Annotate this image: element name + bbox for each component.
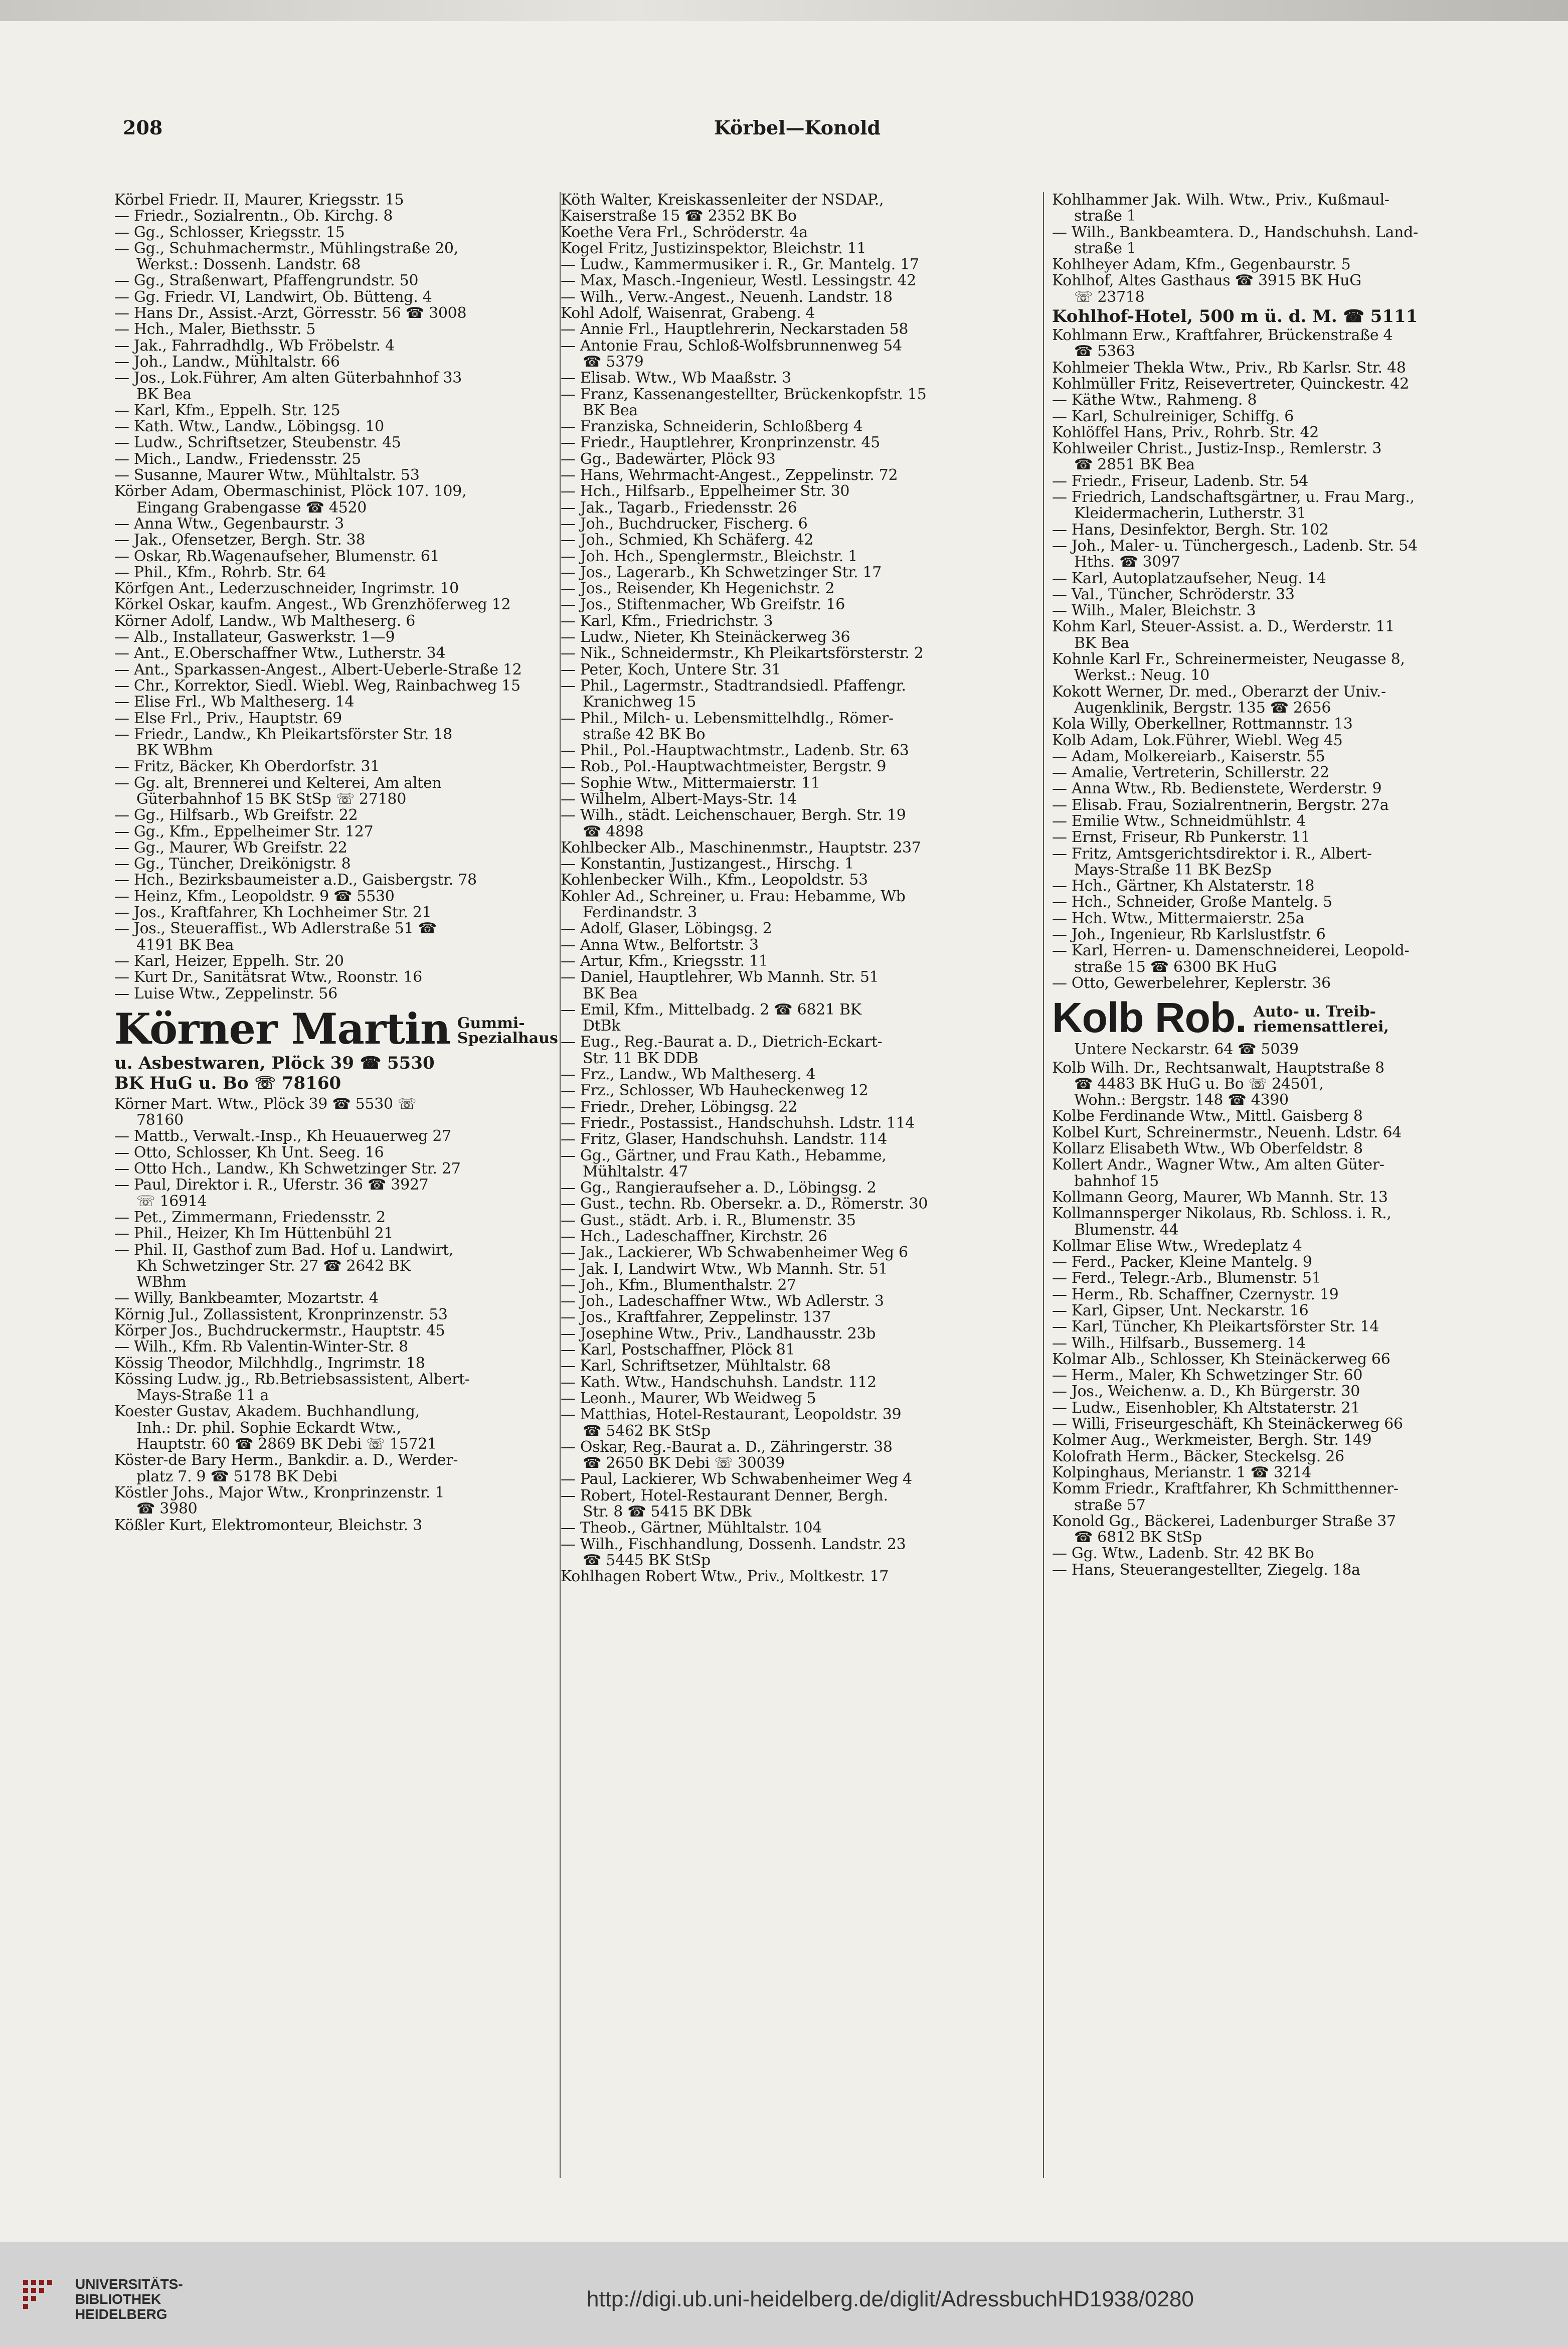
directory-entry: — Mich., Landw., Friedensstr. 25: [114, 451, 361, 468]
directory-entry: — Hans, Desinfektor, Bergh. Str. 102: [1052, 522, 1329, 538]
directory-entry: Kaiserstraße 15 ☎ 2352 BK Bo: [561, 208, 797, 225]
directory-entry: — Fritz, Amtsgerichtsdirektor i. R., Albert-: [1052, 846, 1372, 862]
directory-entry: — Jak., Fahrradhdlg., Wb Fröbelstr. 4: [114, 338, 395, 354]
directory-entry: — Joh., Buchdrucker, Fischerg. 6: [561, 516, 808, 533]
directory-entry: — Friedr., Landw., Kh Pleikartsförster Str. 18: [114, 726, 452, 743]
directory-entry: straße 1: [1074, 208, 1136, 225]
directory-entry: — Gg., Schlosser, Kriegsstr. 15: [114, 224, 345, 241]
directory-entry: — Max, Masch.-Ingenieur, Westl. Lessingstr. 42: [561, 273, 916, 289]
directory-entry: Kohlmüller Fritz, Reisevertreter, Quinckestr. 42: [1052, 376, 1409, 393]
directory-entry: — Hans Dr., Assist.-Arzt, Görresstr. 56 ☎ 3008: [114, 305, 467, 322]
directory-entry: — Gust., techn. Rb. Obersekr. a. D., Römerstr. 30: [561, 1196, 928, 1213]
directory-entry: Hths. ☎ 3097: [1074, 554, 1180, 571]
directory-entry: — Anna Wtw., Belfortstr. 3: [561, 937, 759, 953]
directory-entry: Kohnle Karl Fr., Schreinermeister, Neugasse 8,: [1052, 651, 1405, 668]
directory-entry: bahnhof 15: [1074, 1173, 1159, 1190]
directory-entry: — Joh., Kfm., Blumenthalstr. 27: [561, 1277, 796, 1294]
directory-entry: — Franziska, Schneiderin, Schloßberg 4: [561, 419, 863, 435]
directory-entry: — Hans, Steuerangestellter, Ziegelg. 18a: [1052, 1562, 1360, 1579]
directory-entry: — Herm., Maler, Kh Schwetzinger Str. 60: [1052, 1368, 1363, 1384]
directory-entry: WBhm: [136, 1274, 187, 1291]
directory-entry: — Else Frl., Priv., Hauptstr. 69: [114, 710, 342, 727]
directory-entry: Kollarz Elisabeth Wtw., Wb Oberfeldstr. 8: [1052, 1141, 1363, 1157]
directory-entry: Konold Gg., Bäckerei, Ladenburger Straße 37: [1052, 1513, 1396, 1530]
directory-entry: — Ant., Sparkassen-Angest., Albert-Ueberle-Straße 12: [114, 661, 522, 678]
directory-entry: BK Bea: [583, 985, 638, 1002]
directory-entry: — Hch., Maler, Biethsstr. 5: [114, 321, 316, 338]
directory-entry: — Paul, Direktor i. R., Uferstr. 36 ☎ 3927: [114, 1177, 429, 1194]
directory-entry: — Anna Wtw., Rb. Bedienstete, Werderstr. 9: [1052, 781, 1382, 797]
directory-entry: — Oskar, Rb.Wagenaufseher, Blumenstr. 61: [114, 548, 440, 565]
directory-entry: BK WBhm: [136, 743, 213, 759]
directory-entry: — Karl, Schriftsetzer, Mühltalstr. 68: [561, 1358, 831, 1375]
directory-entry: — Karl, Postschaffner, Plöck 81: [561, 1342, 795, 1359]
directory-entry: Kolmer Aug., Werkmeister, Bergh. Str. 149: [1052, 1432, 1372, 1449]
directory-entry: Kolbel Kurt, Schreinermstr., Neuenh. Ldstr. 64: [1052, 1124, 1402, 1141]
column-3: [1052, 192, 1503, 2188]
directory-entry: Kohler Ad., Schreiner, u. Frau: Hebamme, Wb: [561, 888, 906, 905]
directory-entry: ☏ 16914: [136, 1193, 207, 1210]
entry-list: [1052, 1060, 1503, 1579]
directory-entry: — Otto Hch., Landw., Kh Schwetzinger Str. 27: [114, 1161, 461, 1178]
column-rule: [1043, 192, 1044, 2178]
directory-entry: — Jak. I, Landwirt Wtw., Wb Mannh. Str. 51: [561, 1261, 888, 1277]
directory-entry: DtBk: [583, 1018, 621, 1035]
directory-entry: — Franz, Kassenangestellter, Brückenkopfstr. 15: [561, 386, 927, 403]
directory-entry: Kollmar Elise Wtw., Wredeplatz 4: [1052, 1238, 1302, 1255]
directory-entry: — Wilh., Kfm. Rb Valentin-Winter-Str. 8: [114, 1339, 408, 1356]
directory-entry: ☎ 5363: [1074, 344, 1135, 360]
university-library-logo-icon: [20, 2277, 63, 2320]
directory-entry: — Hans, Wehrmacht-Angest., Zeppelinstr. 72: [561, 467, 898, 484]
directory-entry: — Käthe Wtw., Rahmeng. 8: [1052, 392, 1257, 409]
column-2: [561, 192, 1037, 2188]
directory-entry: Kohlöffel Hans, Priv., Rohrb. Str. 42: [1052, 424, 1319, 441]
directory-entry: — Jak., Ofensetzer, Bergh. Str. 38: [114, 532, 366, 549]
directory-entry: — Ludw., Kammermusiker i. R., Gr. Mantelg. 17: [561, 257, 919, 273]
directory-entry: — Wilh., Fischhandlung, Dossenh. Landstr. 23: [561, 1536, 906, 1553]
directory-entry: straße 57: [1074, 1497, 1146, 1514]
directory-entry: — Ernst, Friseur, Rb Punkerstr. 11: [1052, 829, 1310, 846]
directory-entry: — Susanne, Maurer Wtw., Mühltalstr. 53: [114, 467, 420, 484]
directory-entry: — Elise Frl., Wb Maltheserg. 14: [114, 694, 355, 711]
directory-entry: — Hch., Ladeschaffner, Kirchstr. 26: [561, 1229, 827, 1245]
directory-entry: — Ferd., Packer, Kleine Mantelg. 9: [1052, 1254, 1312, 1271]
entry-list: [1052, 327, 1503, 991]
directory-entry: — Joh., Ladeschaffner Wtw., Wb Adlerstr. 3: [561, 1293, 884, 1310]
directory-entry: Körber Adam, Obermaschinist, Plöck 107. 109,: [114, 483, 467, 500]
directory-entry: — Mattb., Verwalt.-Insp., Kh Heuauerweg 27: [114, 1128, 451, 1145]
directory-entry: — Jos., Lagerarb., Kh Schwetzinger Str. 17: [561, 564, 882, 581]
directory-entry: — Phil., Lagermstr., Stadtrandsiedl. Pfaffengr.: [561, 678, 906, 695]
directory-entry: — Nik., Schneidermstr., Kh Pleikartsförsterstr. 2: [561, 645, 924, 662]
directory-entry: — Gg. Friedr. VI, Landwirt, Ob. Bütteng. 4: [114, 289, 432, 306]
directory-entry: Kohlmeier Thekla Wtw., Priv., Rb Karlsr. Str. 48: [1052, 360, 1406, 376]
directory-entry: — Leonh., Maurer, Wb Weidweg 5: [561, 1390, 816, 1407]
directory-entry: Komm Friedr., Kraftfahrer, Kh Schmitthenner-: [1052, 1481, 1399, 1497]
directory-entry: — Friedr., Dreher, Löbingsg. 22: [561, 1099, 798, 1115]
directory-entry: — Artur, Kfm., Kriegsstr. 11: [561, 953, 768, 970]
library-footer: [0, 2242, 1568, 2347]
directory-entry: ☎ 2851 BK Bea: [1074, 457, 1195, 473]
directory-entry: BK Bea: [583, 402, 638, 419]
entry-list: [114, 1096, 571, 1534]
directory-entry: Kohlheyer Adam, Kfm., Gegenbaurstr. 5: [1052, 257, 1351, 273]
page-number: 208: [123, 116, 163, 139]
directory-entry: Kokott Werner, Dr. med., Oberarzt der Univ.-: [1052, 684, 1386, 700]
directory-entry: Kohl Adolf, Waisenrat, Grabeng. 4: [561, 305, 815, 322]
directory-entry: Kohlhof, Altes Gasthaus ☎ 3915 BK HuG: [1052, 273, 1361, 289]
library-name: [75, 2277, 183, 2322]
directory-entry: Kh Schwetzinger Str. 27 ☎ 2642 BK: [136, 1258, 411, 1275]
directory-entry: 4191 BK Bea: [136, 937, 234, 953]
directory-entry: — Gg., Kfm., Eppelheimer Str. 127: [114, 823, 374, 840]
directory-entry: ☏ 23718: [1074, 289, 1145, 306]
directory-entry: BK Bea: [1074, 635, 1129, 652]
directory-entry: Werkst.: Neug. 10: [1074, 667, 1209, 684]
directory-entry: — Gg., Schuhmachermstr., Mühlingstraße 20,: [114, 240, 458, 257]
directory-entry: — Wilh., städt. Leichenschauer, Bergh. Str. 19: [561, 807, 906, 824]
source-url-link[interactable]: http://digi.ub.uni-heidelberg.de/diglit/AdressbuchHD1938/0280: [587, 2287, 1194, 2311]
column-1: [114, 192, 571, 2188]
ad-address: u. Asbestwaren, Plöck 39 ☎ 5530: [114, 1053, 435, 1073]
directory-entry: — Phil. II, Gasthof zum Bad. Hof u. Landwirt,: [114, 1242, 454, 1258]
directory-entry: — Hch., Bezirksbaumeister a.D., Gaisbergstr. 78: [114, 872, 477, 889]
directory-entry: Kranichweg 15: [583, 694, 696, 711]
directory-entry: Koethe Vera Frl., Schröderstr. 4a: [561, 224, 808, 241]
directory-entry: Eingang Grabengasse ☎ 4520: [136, 499, 367, 516]
directory-entry: — Karl, Kfm., Eppelh. Str. 125: [114, 402, 340, 419]
library-name-line: UNIVERSITÄTS-: [75, 2276, 183, 2292]
directory-entry: — Joh., Schmied, Kh Schäferg. 42: [561, 532, 814, 549]
directory-entry: — Karl, Gipser, Unt. Neckarstr. 16: [1052, 1303, 1309, 1319]
directory-entry: Kohm Karl, Steuer-Assist. a. D., Werderstr. 11: [1052, 619, 1395, 635]
entry-list: [1052, 192, 1503, 305]
directory-entry: Mays-Straße 11 BK BezSp: [1074, 862, 1272, 879]
directory-entry: — Pet., Zimmermann, Friedensstr. 2: [114, 1209, 386, 1226]
directory-entry: — Joh., Maler- u. Tünchergesch., Ladenb. Str. 54: [1052, 538, 1418, 555]
directory-entry: Körkel Oskar, kaufm. Angest., Wb Grenzhöferweg 12: [114, 597, 511, 613]
directory-entry: — Theob., Gärtner, Mühltalstr. 104: [561, 1520, 822, 1537]
directory-entry: — Sophie Wtw., Mittermaierstr. 11: [561, 775, 820, 791]
directory-entry: — Karl, Kfm., Friedrichstr. 3: [561, 613, 773, 630]
directory-entry: — Wilh., Bankbeamtera. D., Handschuhsh. Land-: [1052, 224, 1418, 241]
directory-entry: Köster-de Bary Herm., Bankdir. a. D., Werder-: [114, 1452, 458, 1469]
directory-entry: — Friedr., Hauptlehrer, Kronprinzenstr. 45: [561, 435, 881, 451]
directory-entry: — Ludw., Schriftsetzer, Steubenstr. 45: [114, 435, 401, 451]
directory-entry: — Antonie Frau, Schloß-Wolfsbrunnenweg 54: [561, 338, 902, 354]
directory-entry: Köstler Johs., Major Wtw., Kronprinzenstr. 1: [114, 1484, 445, 1501]
directory-entry: Kolofrath Herm., Bäcker, Steckelsg. 26: [1052, 1448, 1344, 1465]
directory-entry: — Jos., Steueraffist., Wb Adlerstraße 51 ☎: [114, 921, 437, 937]
directory-entry: — Jos., Lok.Führer, Am alten Güterbahnhof 33: [114, 370, 462, 387]
directory-entry: — Gg., Maurer, Wb Greifstr. 22: [114, 840, 347, 857]
ad-tagline: riemensattlerei,: [1253, 1018, 1389, 1036]
directory-entry: Güterbahnhof 15 BK StSp ☏ 27180: [136, 791, 406, 808]
kohlhof-hotel-entry: Kohlhof-Hotel, 500 m ü. d. M. ☎ 5111: [1052, 306, 1418, 327]
directory-entry: — Matthias, Hotel-Restaurant, Leopoldstr. 39: [561, 1407, 902, 1423]
library-name-line: BIBLIOTHEK: [75, 2291, 161, 2307]
directory-entry: Kleidermacherin, Lutherstr. 31: [1074, 506, 1306, 522]
directory-entry: — Phil., Heizer, Kh Im Hüttenbühl 21: [114, 1226, 394, 1242]
directory-entry: — Amalie, Vertreterin, Schillerstr. 22: [1052, 765, 1329, 781]
directory-entry: — Gg., Hilfsarb., Wb Greifstr. 22: [114, 807, 358, 824]
directory-entry: — Wilhelm, Albert-Mays-Str. 14: [561, 791, 797, 808]
directory-entry: — Wilh., Verw.-Angest., Neuenh. Landstr. 18: [561, 289, 893, 306]
directory-entry: — Gust., städt. Arb. i. R., Blumenstr. 35: [561, 1212, 856, 1229]
directory-entry: — Chr., Korrektor, Siedl. Wiebl. Weg, Rainbachweg 15: [114, 678, 520, 695]
directory-entry: — Paul, Lackierer, Wb Schwabenheimer Weg 4: [561, 1471, 912, 1488]
directory-entry: — Oskar, Reg.-Baurat a. D., Zähringerstr. 38: [561, 1439, 893, 1456]
directory-entry: ☎ 6812 BK StSp: [1074, 1530, 1202, 1546]
directory-entry: — Gg., Rangieraufseher a. D., Löbingsg. 2: [561, 1180, 877, 1197]
directory-entry: Kohlweiler Christ., Justiz-Insp., Remlerstr. 3: [1052, 441, 1382, 457]
directory-entry: Kössig Theodor, Milchhdlg., Ingrimstr. 18: [114, 1355, 425, 1372]
directory-entry: Körner Mart. Wtw., Plöck 39 ☎ 5530 ☏: [114, 1096, 417, 1113]
directory-entry: — Elisab. Wtw., Wb Maaßstr. 3: [561, 370, 791, 387]
directory-entry: — Adolf, Glaser, Löbingsg. 2: [561, 921, 772, 937]
directory-entry: Wohn.: Bergstr. 148 ☎ 4390: [1074, 1092, 1289, 1109]
directory-entry: — Karl, Schulreiniger, Schiffg. 6: [1052, 408, 1294, 425]
directory-entry: ☎ 5462 BK StSp: [583, 1423, 711, 1439]
directory-entry: — Kath. Wtw., Landw., Löbingsg. 10: [114, 419, 384, 435]
directory-entry: — Jos., Reisender, Kh Hegenichstr. 2: [561, 581, 835, 597]
directory-entry: — Kurt Dr., Sanitätsrat Wtw., Roonstr. 16: [114, 969, 422, 986]
directory-entry: ☎ 2650 BK Debi ☏ 30039: [583, 1455, 785, 1472]
directory-entry: — Ludw., Eisenhobler, Kh Altstaterstr. 21: [1052, 1400, 1360, 1417]
ad-kolb-rob: [1052, 993, 1503, 1058]
directory-entry: Kolb Adam, Lok.Führer, Wiebl. Weg 45: [1052, 732, 1343, 749]
directory-entry: ☎ 4898: [583, 823, 644, 840]
directory-entry: ☎ 4483 BK HuG u. Bo ☏ 24501,: [1074, 1076, 1324, 1093]
directory-entry: Kohlmann Erw., Kraftfahrer, Brückenstraße 4: [1052, 327, 1393, 344]
directory-entry: — Kath. Wtw., Handschuhsh. Landstr. 112: [561, 1374, 877, 1391]
directory-entry: Werkst.: Dossenh. Landstr. 68: [136, 257, 361, 273]
directory-entry: — Wilh., Hilfsarb., Bussemerg. 14: [1052, 1335, 1306, 1352]
directory-entry: — Jak., Tagarb., Friedensstr. 26: [561, 499, 797, 516]
directory-entry: Köth Walter, Kreiskassenleiter der NSDAP.,: [561, 192, 884, 209]
entry-list: [114, 192, 571, 1002]
directory-entry: Kössing Ludw. jg., Rb.Betriebsassistent, Albert-: [114, 1371, 470, 1388]
directory-entry: — Joh., Landw., Mühltalstr. 66: [114, 354, 340, 371]
directory-entry: — Frz., Landw., Wb Maltheserg. 4: [561, 1067, 816, 1083]
directory-entry: Ferdinandstr. 3: [583, 905, 697, 921]
directory-entry: — Hch. Wtw., Mittermaierstr. 25a: [1052, 910, 1305, 927]
directory-entry: — Alb., Installateur, Gaswerkstr. 1—9: [114, 629, 395, 646]
directory-entry: — Herm., Rb. Schaffner, Czernystr. 19: [1052, 1286, 1339, 1303]
directory-entry: 78160: [136, 1112, 184, 1129]
directory-entry: — Jos., Kraftfahrer, Kh Lochheimer Str. 21: [114, 905, 432, 921]
directory-entry: Körner Adolf, Landw., Wb Maltheserg. 6: [114, 613, 416, 630]
directory-entry: — Heinz, Kfm., Leopoldstr. 9 ☎ 5530: [114, 888, 395, 905]
directory-entry: — Josephine Wtw., Priv., Landhausstr. 23b: [561, 1325, 876, 1343]
directory-entry: Inh.: Dr. phil. Sophie Eckardt Wtw.,: [136, 1420, 401, 1437]
directory-entry: — Friedrich, Landschaftsgärtner, u. Frau Marg.,: [1052, 489, 1415, 506]
directory-entry: ☎ 3980: [136, 1501, 198, 1518]
directory-entry: — Friedr., Postassist., Handschuhsh. Ldstr. 114: [561, 1115, 915, 1132]
library-name-line: HEIDELBERG: [75, 2306, 167, 2322]
page-header: [123, 116, 1472, 146]
directory-entry: — Gg., Tüncher, Dreikönigstr. 8: [114, 856, 351, 873]
ad-name: Körner Martin: [114, 1004, 450, 1053]
directory-entry: — Robert, Hotel-Restaurant Denner, Bergh.: [561, 1487, 888, 1504]
directory-entry: platz 7. 9 ☎ 5178 BK Debi: [136, 1468, 337, 1485]
directory-entry: — Otto, Gewerbelehrer, Keplerstr. 36: [1052, 975, 1331, 992]
directory-entry: — Friedr., Sozialrentn., Ob. Kirchg. 8: [114, 208, 393, 225]
directory-entry: — Phil., Kfm., Rohrb. Str. 64: [114, 564, 326, 581]
directory-entry: Kollmann Georg, Maurer, Wb Mannh. Str. 13: [1052, 1189, 1388, 1206]
ad-contact: BK HuG u. Bo ☏ 78160: [114, 1073, 341, 1093]
directory-entry: Körper Jos., Buchdruckermstr., Hauptstr. 45: [114, 1323, 445, 1339]
directory-entry: — Daniel, Hauptlehrer, Wb Mannh. Str. 51: [561, 969, 879, 986]
directory-entry: — Jos., Stiftenmacher, Wb Greifstr. 16: [561, 597, 845, 613]
ad-address: Untere Neckarstr. 64 ☎ 5039: [1074, 1042, 1299, 1058]
ad-korner-martin: [114, 1005, 571, 1093]
directory-entry: — Rob., Pol.-Hauptwachtmeister, Bergstr. 9: [561, 759, 887, 775]
directory-entry: — Emilie Wtw., Schneidmühlstr. 4: [1052, 813, 1306, 830]
directory-entry: — Joh. Hch., Spenglermstr., Bleichstr. 1: [561, 548, 857, 565]
directory-entry: Kolmar Alb., Schlosser, Kh Steinäckerweg 66: [1052, 1351, 1390, 1368]
directory-entry: — Gg., Badewärter, Plöck 93: [561, 451, 776, 468]
directory-entry: BK Bea: [136, 386, 192, 403]
directory-entry: straße 42 BK Bo: [583, 726, 706, 743]
directory-entry: — Karl, Heizer, Eppelh. Str. 20: [114, 953, 344, 970]
directory-entry: — Friedr., Friseur, Ladenb. Str. 54: [1052, 473, 1308, 490]
directory-entry: Kolpinghaus, Merianstr. 1 ☎ 3214: [1052, 1464, 1312, 1481]
directory-entry: Kohlbecker Alb., Maschinenmstr., Hauptstr. 237: [561, 840, 921, 857]
directory-entry: Körbel Friedr. II, Maurer, Kriegsstr. 15: [114, 192, 404, 209]
directory-entry: Körnig Jul., Zollassistent, Kronprinzenstr. 53: [114, 1306, 448, 1323]
directory-entry: — Otto, Schlosser, Kh Unt. Seeg. 16: [114, 1144, 384, 1161]
entry-list: [561, 192, 1037, 1585]
directory-entry: — Fritz, Glaser, Handschuhsh. Landstr. 114: [561, 1131, 888, 1148]
directory-entry: — Karl, Autoplatzaufseher, Neug. 14: [1052, 570, 1326, 587]
ad-name: Kolb Rob.: [1052, 994, 1247, 1042]
directory-entry: Kolb Wilh. Dr., Rechtsanwalt, Hauptstraße 8: [1052, 1060, 1384, 1076]
directory-entry: — Adam, Molkereiarb., Kaiserstr. 55: [1052, 748, 1325, 765]
directory-entry: — Karl, Herren- u. Damenschneiderei, Leopold-: [1052, 943, 1410, 959]
directory-entry: — Val., Tüncher, Schröderstr. 33: [1052, 586, 1295, 603]
directory-entry: — Luise Wtw., Zeppelinstr. 56: [114, 985, 337, 1002]
directory-entry: — Konstantin, Justizangest., Hirschg. 1: [561, 856, 854, 873]
ad-tagline: Auto- u. Treib-: [1253, 1003, 1376, 1021]
running-head: Körbel—Konold: [714, 116, 881, 139]
directory-entry: Augenklinik, Bergstr. 135 ☎ 2656: [1074, 700, 1331, 717]
directory-entry: Hauptstr. 60 ☎ 2869 BK Debi ☏ 15721: [136, 1436, 437, 1453]
directory-entry: — Jos., Weichenw. a. D., Kh Bürgerstr. 30: [1052, 1384, 1360, 1400]
directory-entry: ☎ 5445 BK StSp: [583, 1552, 711, 1569]
directory-entry: — Karl, Tüncher, Kh Pleikartsförster Str. 14: [1052, 1319, 1379, 1335]
directory-entry: — Ferd., Telegr.-Arb., Blumenstr. 51: [1052, 1270, 1321, 1287]
directory-entry: — Eug., Reg.-Baurat a. D., Dietrich-Eckart-: [561, 1034, 883, 1051]
directory-entry: straße 1: [1074, 240, 1136, 257]
directory-entry: Kollmannsperger Nikolaus, Rb. Schloss. i. R.,: [1052, 1206, 1391, 1222]
directory-entry: — Willy, Bankbeamter, Mozartstr. 4: [114, 1290, 379, 1307]
directory-entry: Kollert Andr., Wagner Wtw., Am alten Güter-: [1052, 1157, 1384, 1174]
directory-entry: — Emil, Kfm., Mittelbadg. 2 ☎ 6821 BK: [561, 1001, 861, 1019]
ad-tagline: Gummi-: [457, 1014, 525, 1032]
directory-entry: Körfgen Ant., Lederzuschneider, Ingrimstr. 10: [114, 581, 459, 597]
directory-entry: — Peter, Koch, Untere Str. 31: [561, 661, 781, 678]
directory-entry: — Wilh., Maler, Bleichstr. 3: [1052, 603, 1256, 619]
scan-edge: [0, 0, 1568, 21]
directory-entry: — Ludw., Nieter, Kh Steinäckerweg 36: [561, 629, 850, 646]
directory-entry: — Gg. Wtw., Ladenb. Str. 42 BK Bo: [1052, 1546, 1314, 1562]
directory-entry: straße 15 ☎ 6300 BK HuG: [1074, 959, 1277, 975]
directory-entry: Str. 11 BK DDB: [583, 1050, 699, 1067]
directory-entry: — Ant., E.Oberschaffner Wtw., Lutherstr. 34: [114, 645, 446, 662]
directory-entry: — Hch., Schneider, Große Mantelg. 5: [1052, 894, 1332, 911]
directory-entry: Koester Gustav, Akadem. Buchhandlung,: [114, 1404, 420, 1420]
directory-entry: — Gg., Straßenwart, Pfaffengrundstr. 50: [114, 273, 419, 289]
directory-entry: Blumenstr. 44: [1074, 1222, 1179, 1238]
directory-entry: Kolbe Ferdinande Wtw., Mittl. Gaisberg 8: [1052, 1108, 1363, 1125]
directory-entry: ☎ 5379: [583, 354, 644, 371]
directory-entry: — Hch., Hilfsarb., Eppelheimer Str. 30: [561, 483, 850, 500]
directory-entry: — Phil., Pol.-Hauptwachtmstr., Ladenb. Str. 63: [561, 743, 909, 759]
directory-entry: — Anna Wtw., Gegenbaurstr. 3: [114, 516, 344, 533]
directory-entry: Kößler Kurt, Elektromonteur, Bleichstr. 3: [114, 1517, 422, 1534]
directory-entry: — Gg., Gärtner, und Frau Kath., Hebamme,: [561, 1147, 887, 1164]
directory-entry: — Jak., Lackierer, Wb Schwabenheimer Weg 6: [561, 1245, 908, 1261]
directory-entry: — Willi, Friseurgeschäft, Kh Steinäckerweg 66: [1052, 1416, 1403, 1433]
directory-entry: Kohlenbecker Wilh., Kfm., Leopoldstr. 53: [561, 872, 868, 889]
directory-entry: — Phil., Milch- u. Lebensmittelhdlg., Römer-: [561, 710, 894, 727]
directory-entry: Kohlhammer Jak. Wilh. Wtw., Priv., Kußmaul-: [1052, 192, 1389, 209]
directory-entry: — Elisab. Frau, Sozialrentnerin, Bergstr. 27a: [1052, 797, 1389, 813]
directory-entry: — Gg. alt, Brennerei und Kelterei, Am alten: [114, 775, 442, 791]
directory-entry: — Joh., Ingenieur, Rb Karlslustfstr. 6: [1052, 927, 1326, 943]
directory-entry: — Frz., Schlosser, Wb Hauheckenweg 12: [561, 1083, 868, 1099]
directory-entry: Str. 8 ☎ 5415 BK DBk: [583, 1504, 752, 1521]
ad-tagline: Spezialhaus: [457, 1029, 558, 1047]
directory-entry: — Jos., Kraftfahrer, Zeppelinstr. 137: [561, 1309, 831, 1326]
directory-entry: — Fritz, Bäcker, Kh Oberdorfstr. 31: [114, 759, 380, 775]
directory-entry: Mays-Straße 11 a: [136, 1388, 269, 1404]
directory-entry: — Annie Frl., Hauptlehrerin, Neckarstaden 58: [561, 321, 909, 338]
directory-entry: Kogel Fritz, Justizinspektor, Bleichstr. 11: [561, 240, 866, 257]
directory-entry: Kohlhagen Robert Wtw., Priv., Moltkestr. 17: [561, 1569, 889, 1585]
directory-entry: — Hch., Gärtner, Kh Alstaterstr. 18: [1052, 878, 1315, 895]
directory-entry: Kola Willy, Oberkellner, Rottmannstr. 13: [1052, 716, 1353, 733]
directory-entry: Mühltalstr. 47: [583, 1163, 688, 1181]
